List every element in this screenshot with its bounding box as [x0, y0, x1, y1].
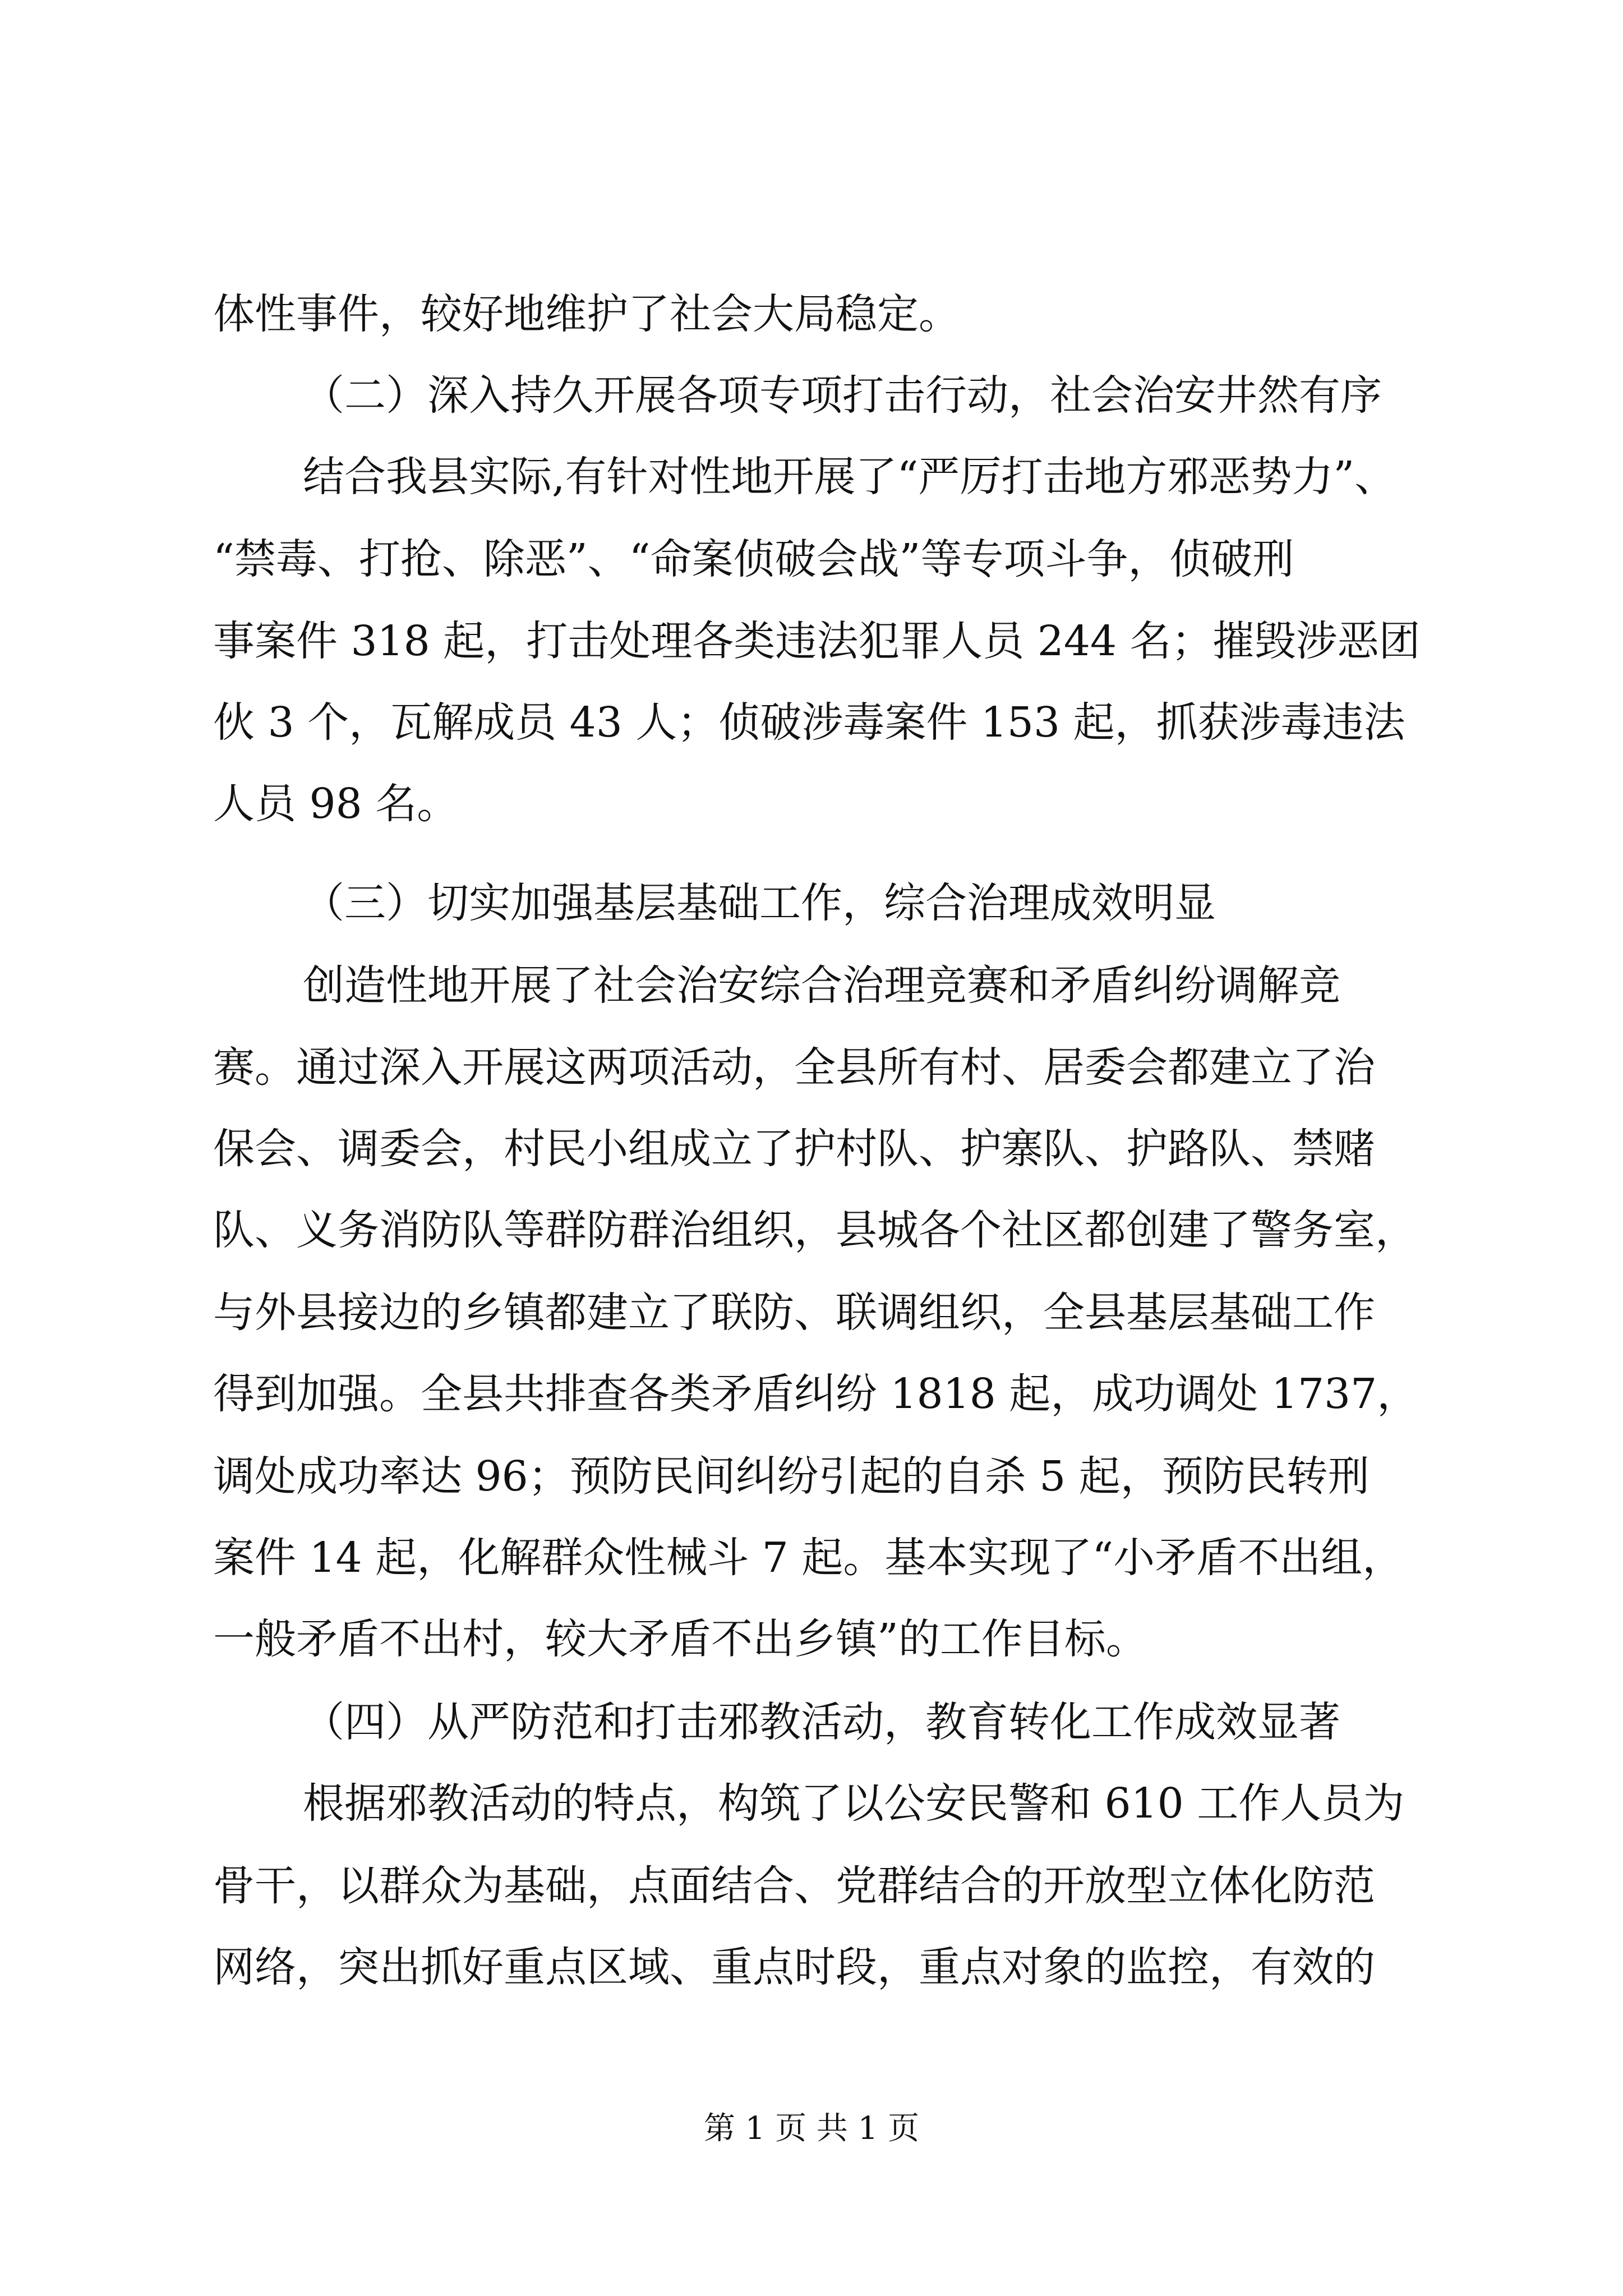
text-line-15: 调处成功率达 96；预防民间纠纷引起的自杀 5 起，预防民转刑 [213, 1452, 1370, 1501]
text-line-4: “禁毒、打抢、除恶”、“命案侦破会战”等专项斗争，侦破刑 [213, 535, 1294, 583]
text-line-3: 结合我县实际,有针对性地开展了“严厉打击地方邪恶势力”、 [303, 453, 1396, 501]
text-line-5: 事案件 318 起，打击处理各类违法犯罪人员 244 名；摧毁涉恶团 [213, 617, 1421, 665]
text-line-12: 队、义务消防队等群防群治组织，县城各个社区都创建了警务室， [213, 1206, 1417, 1254]
page-footer: 第 1 页 共 1 页 [703, 2110, 920, 2147]
text-line-1: 体性事件，较好地维护了社会大局稳定。 [213, 290, 960, 338]
section-heading-4: （四）从严防范和打击邪教活动，教育转化工作成效显著 [303, 1698, 1340, 1746]
text-line-10: 赛。通过深入开展这两项活动，全县所有村、居委会都建立了治 [213, 1043, 1375, 1092]
text-line-21: 网络，突出抓好重点区域、重点时段，重点对象的监控，有效的 [213, 1943, 1375, 1991]
text-line-19: 根据邪教活动的特点，构筑了以公安民警和 610 工作人员为 [303, 1779, 1405, 1828]
text-line-7: 人员 98 名。 [213, 780, 459, 828]
text-line-16: 案件 14 起，化解群众性械斗 7 起。基本实现了“小矛盾不出组， [213, 1534, 1404, 1582]
text-line-13: 与外县接边的乡镇都建立了联防、联调组织，全县基层基础工作 [213, 1289, 1375, 1337]
section-heading-2: （二）深入持久开展各项专项打击行动，社会治安井然有序 [303, 371, 1382, 420]
text-line-20: 骨干，以群众为基础，点面结合、党群结合的开放型立体化防范 [213, 1862, 1375, 1910]
text-line-11: 保会、调委会，村民小组成立了护村队、护寨队、护路队、禁赌 [213, 1125, 1375, 1173]
text-line-6: 伙 3 个，瓦解成员 43 人；侦破涉毒案件 153 起，抓获涉毒违法 [213, 698, 1405, 747]
section-heading-3: （三）切实加强基层基础工作，综合治理成效明显 [303, 879, 1216, 927]
text-line-14: 得到加强。全县共排查各类矛盾纠纷 1818 起，成功调处 1737， [213, 1370, 1419, 1418]
text-line-9: 创造性地开展了社会治安综合治理竞赛和矛盾纠纷调解竞 [303, 961, 1340, 1010]
text-line-17: 一般矛盾不出村，较大矛盾不出乡镇”的工作目标。 [213, 1615, 1147, 1663]
